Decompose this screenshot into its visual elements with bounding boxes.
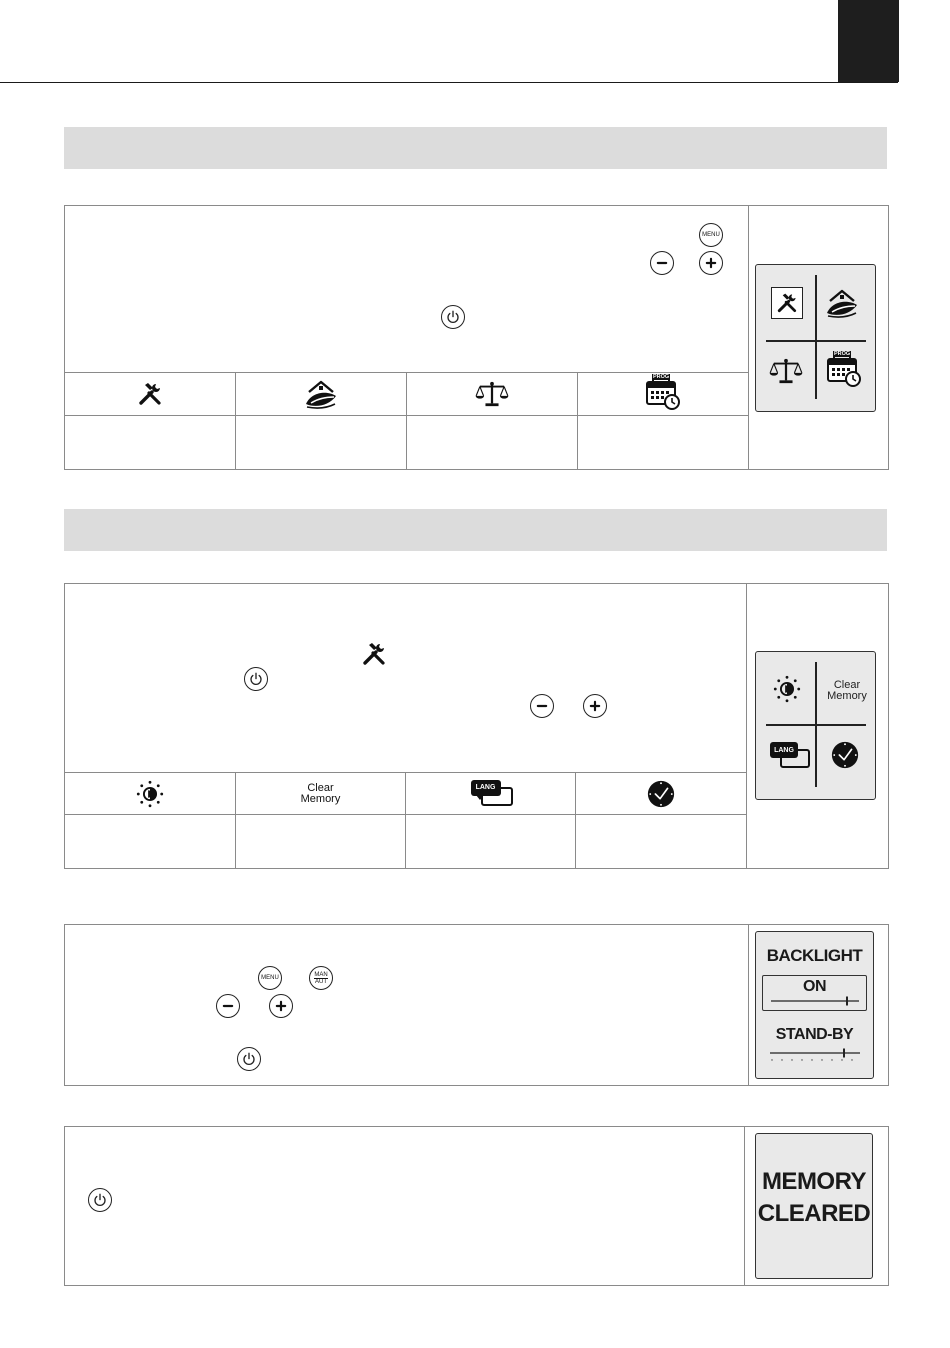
clear-memory-line1: Clear [307,781,334,794]
language-icon [770,742,810,770]
table-cell-balance [407,373,577,415]
menu-button[interactable] [258,966,282,990]
power-button[interactable] [244,667,268,691]
box-divider [748,925,749,1085]
menu-button[interactable] [699,223,723,247]
power-button[interactable] [441,305,465,329]
settings-instructions-box [64,583,889,869]
plus-icon [585,696,605,716]
table-cell-eco [236,373,406,415]
eco-home-icon [824,287,860,319]
power-icon [239,1049,259,1069]
device-screen-memory-cleared [755,1133,873,1279]
minus-icon [652,253,672,273]
minus-button[interactable] [530,694,554,718]
memory-line: MEMORY [761,1168,867,1195]
screen-cross-v [815,275,817,399]
tools-icon [136,380,164,408]
minus-icon [218,996,238,1016]
plus-button[interactable] [269,994,293,1018]
backlight-title: BACKLIGHT [766,946,863,965]
man-aut-button[interactable] [309,966,333,990]
menu-button-label: MENU [261,975,279,981]
prog-calendar-icon [645,377,681,411]
brightness-icon [772,674,802,704]
backlight-on-slider [769,996,861,1006]
menu-button-label: MENU [702,232,720,238]
aut-label: AUT [315,978,327,985]
power-icon [246,669,266,689]
man-label: MAN [314,971,328,978]
screen-cross-h [766,724,866,726]
backlight-on-option [762,975,867,1011]
screen-selected-tools [771,287,803,319]
table-cell-tools [65,373,235,415]
eco-home-icon [303,378,339,410]
power-button[interactable] [88,1188,112,1212]
header-rule [0,82,898,83]
lang-label: LANG [475,784,496,791]
standby-slider [768,1048,862,1062]
power-button[interactable] [237,1047,261,1071]
plus-icon [271,996,291,1016]
option-on-label: ON [803,978,826,995]
screen-cross-h [766,340,866,342]
brightness-icon [135,779,165,809]
box-divider [746,584,747,868]
chapter-tab [838,0,899,82]
clear-memory-line2: Memory [300,792,341,805]
balance-icon [769,357,803,385]
plus-icon [701,253,721,273]
minus-button[interactable] [650,251,674,275]
language-icon [471,780,511,808]
lang-label: LANG [774,746,794,754]
clear-memory-line1: Clear [833,679,861,691]
memory-instructions-box [64,1126,889,1286]
minus-icon [532,696,552,716]
backlight-instructions-box [64,924,889,1086]
clock-icon [830,740,860,770]
section-band-2 [64,509,887,551]
tools-icon [360,640,388,668]
prog-label: PROG [653,374,670,380]
plus-button[interactable] [699,251,723,275]
standby-label: STAND-BY [775,1026,854,1043]
device-screen-menu [755,264,876,412]
device-screen-settings [755,651,876,800]
menu-instructions-box [64,205,889,470]
section-band-1 [64,127,887,169]
table-cell-clear-memory [236,773,405,814]
clear-memory-line2: Memory [827,690,867,702]
table-cell-language [406,773,575,814]
tools-icon [775,291,799,315]
plus-button[interactable] [583,694,607,718]
table-cell-prog [578,373,748,415]
power-icon [90,1190,110,1210]
box-divider [744,1127,745,1285]
box-divider [748,206,749,469]
prog-label: PROG [834,351,851,357]
minus-button[interactable] [216,994,240,1018]
device-screen-backlight [755,931,874,1079]
table-cell-brightness [65,773,235,814]
screen-clear-memory [818,680,876,702]
power-icon [443,307,463,327]
table-cell-clock [576,773,746,814]
cleared-line: CLEARED [757,1200,871,1227]
balance-icon [475,380,509,408]
clock-icon [646,779,676,809]
prog-calendar-icon [826,354,862,388]
